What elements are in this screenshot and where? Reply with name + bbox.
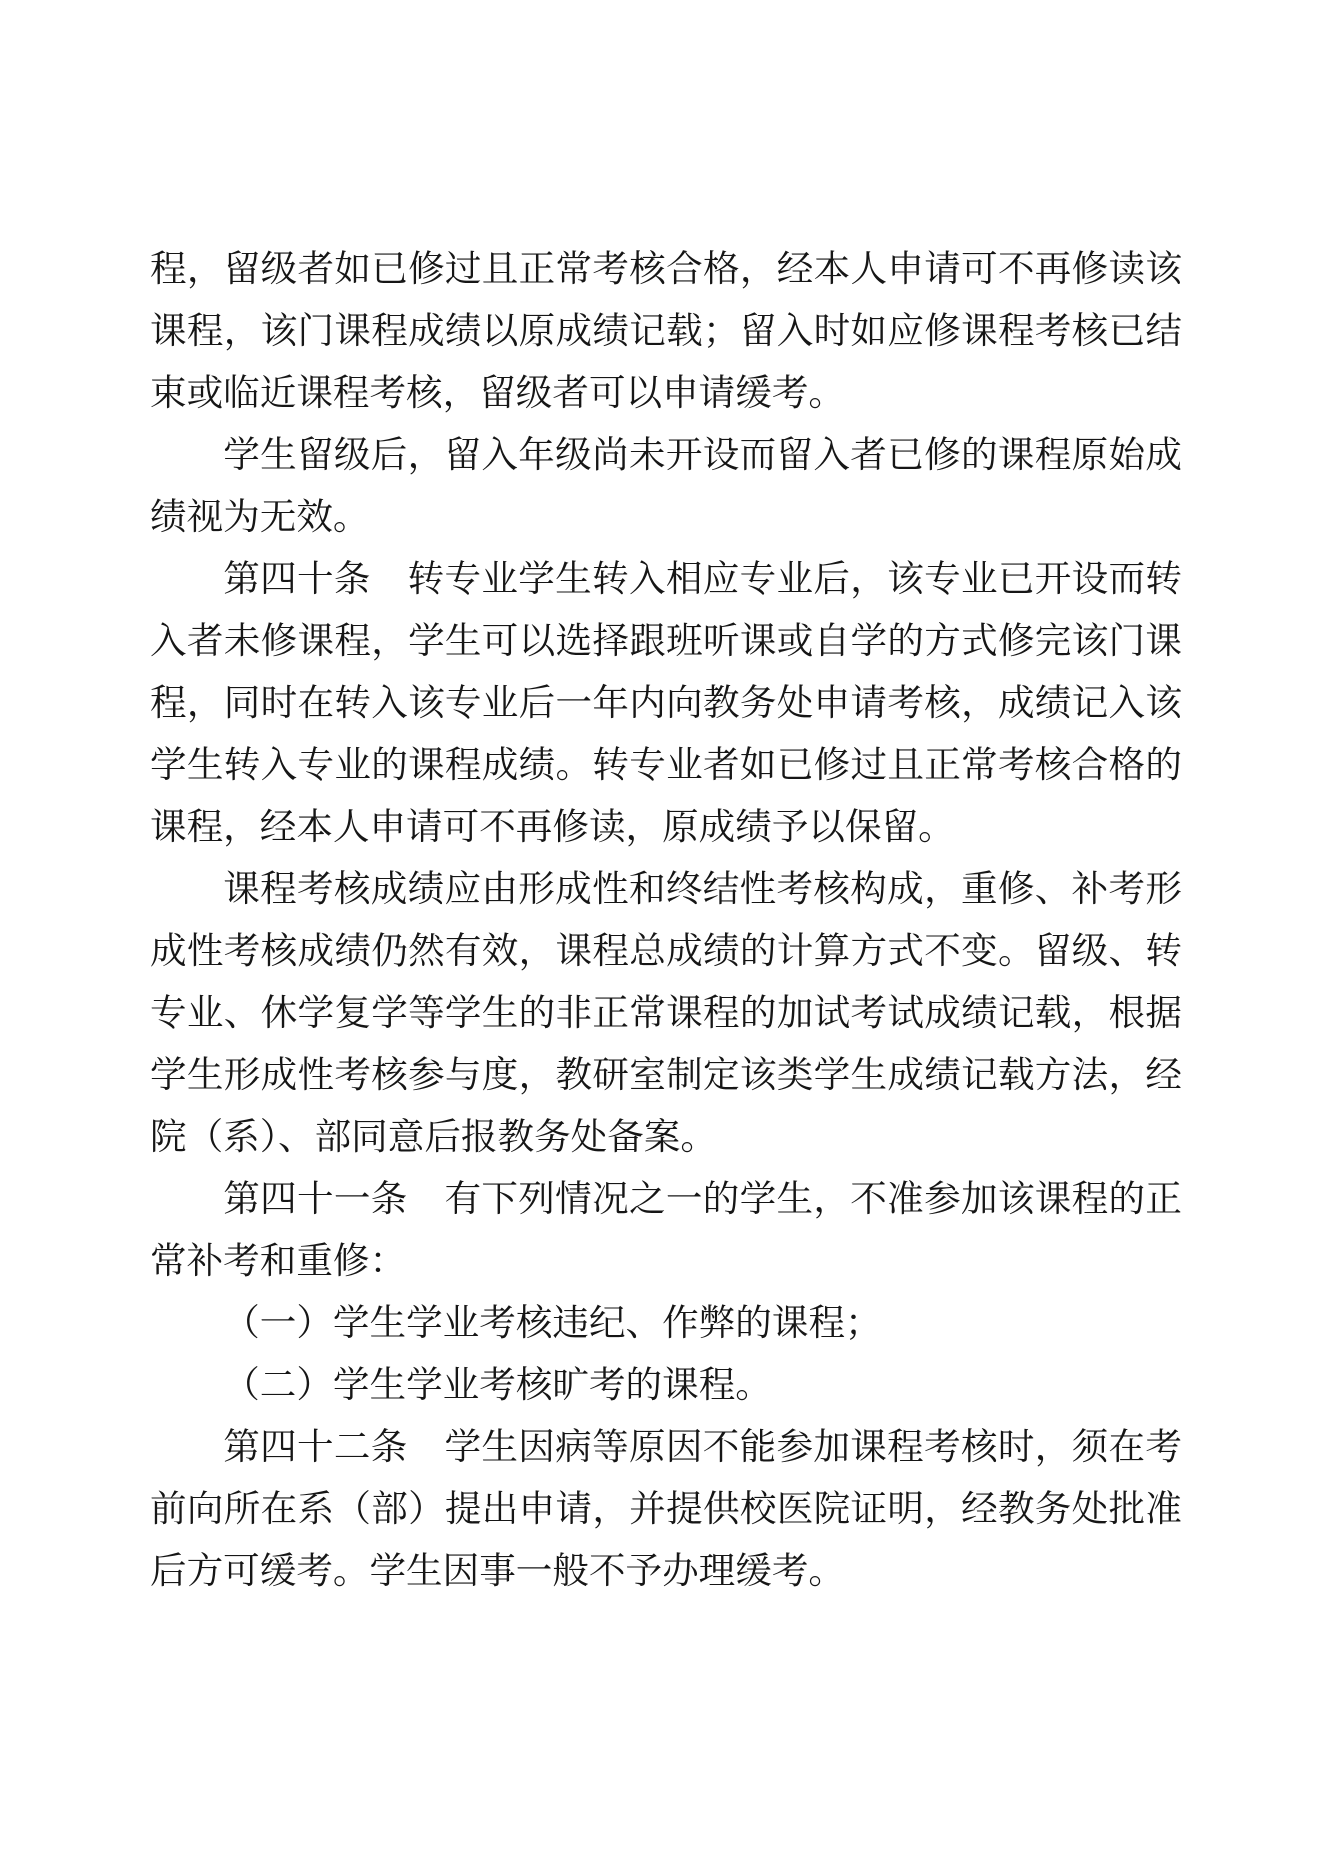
text-line: 程，同时在转入该专业后一年内向教务处申请考核，成绩记入该 <box>150 682 1182 723</box>
text-line: 第四十条 转专业学生转入相应专业后，该专业已开设而转 <box>223 558 1182 599</box>
text-line: 第四十一条 有下列情况之一的学生，不准参加该课程的正 <box>223 1178 1182 1219</box>
text-line: 专业、休学复学等学生的非正常课程的加试考试成绩记载，根据 <box>150 992 1182 1033</box>
text-line: 学生留级后，留入年级尚未开设而留入者已修的课程原始成 <box>223 434 1182 475</box>
text-line: 常补考和重修： <box>150 1240 407 1281</box>
text-line: 第四十二条 学生因病等原因不能参加课程考核时，须在考 <box>223 1426 1182 1467</box>
text-line: 学生转入专业的课程成绩。转专业者如已修过且正常考核合格的 <box>150 744 1182 785</box>
text-line: 学生形成性考核参与度，教研室制定该类学生成绩记载方法，经 <box>150 1054 1182 1095</box>
text-line: （一）学生学业考核违纪、作弊的课程； <box>223 1302 882 1343</box>
text-line: 入者未修课程，学生可以选择跟班听课或自学的方式修完该门课 <box>150 620 1182 661</box>
text-line: 绩视为无效。 <box>150 496 370 537</box>
text-line: 成性考核成绩仍然有效，课程总成绩的计算方式不变。留级、转 <box>150 930 1182 971</box>
text-line: 束或临近课程考核，留级者可以申请缓考。 <box>150 372 845 413</box>
text-line: 课程考核成绩应由形成性和终结性考核构成，重修、补考形 <box>223 868 1182 909</box>
text-line: 后方可缓考。学生因事一般不予办理缓考。 <box>150 1550 845 1591</box>
text-line: 院（系）、部同意后报教务处备案。 <box>150 1116 717 1157</box>
text-line: 程，留级者如已修过且正常考核合格，经本人申请可不再修读该 <box>150 248 1182 289</box>
text-line: 课程，该门课程成绩以原成绩记载；留入时如应修课程考核已结 <box>150 310 1182 351</box>
document-text-block <box>150 238 1182 1602</box>
text-line: 课程，经本人申请可不再修读，原成绩予以保留。 <box>150 806 955 847</box>
text-line: 前向所在系（部）提出申请，并提供校医院证明，经教务处批准 <box>150 1488 1182 1529</box>
text-line: （二）学生学业考核旷考的课程。 <box>223 1364 772 1405</box>
